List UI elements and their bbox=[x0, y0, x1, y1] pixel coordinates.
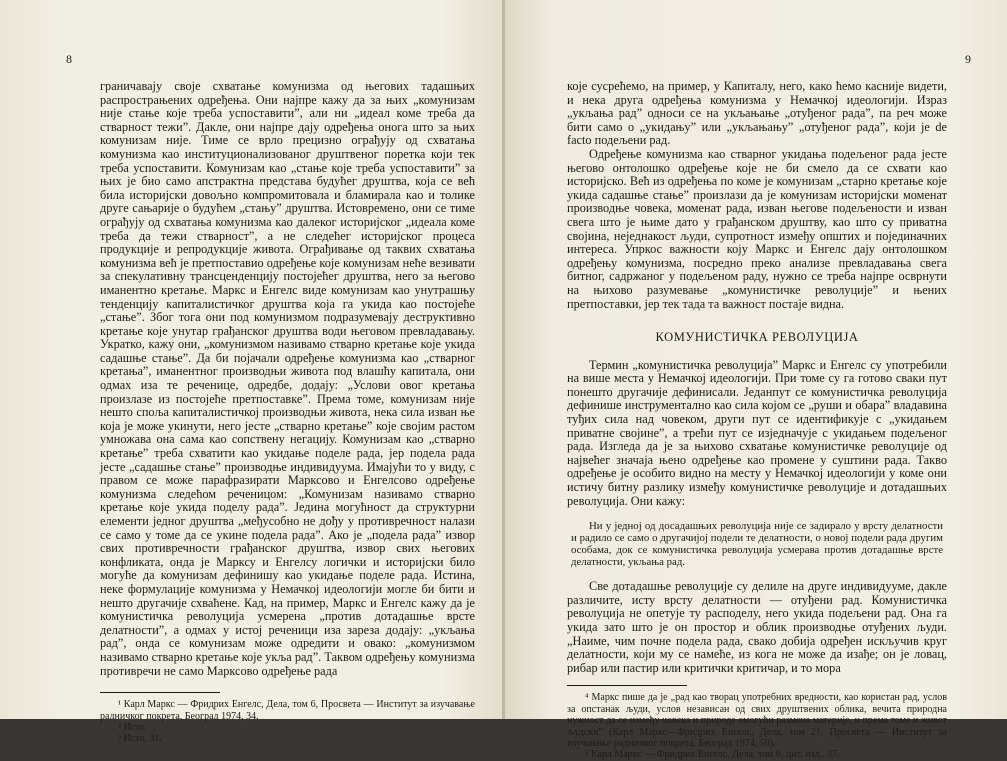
footnote-rule bbox=[567, 685, 687, 686]
paragraph: Све дотадашње револуције су делиле на друге индивидууме, дакле различите, исту врсту делатности — отуђени рад. Комунистичка револуција не опетује ту расподелу, него укида подељени рад. Она га укида зато што је он простор и облик производње отуђених људи. „Наиме, чим почне подела рада, свако добија одређен искључив круг делатности, који му се намеће, из кога не може да изађе; он је ловац, рибар или пастир или критички критичар, и то мора bbox=[567, 579, 947, 675]
block-quote bbox=[571, 520, 943, 568]
page-number: 8 bbox=[66, 52, 72, 66]
left-footnotes bbox=[100, 699, 475, 745]
footnote: ² Исто. bbox=[118, 721, 147, 733]
right-footnotes bbox=[567, 692, 947, 760]
paragraph: Одређење комунизма као стварног укидања подељеног рада јесте његово онтолошко одређење које не би смело да се схвати као историјско. Већ из одређења по коме је комунизам „старно кретање које укида садашње стање” произлази да је комунизам историјски моменат производње човека, моменат рада, изван његове подељености и изван свега што је њиме дато у грађанском друштву, као што су приватна својина, неједнакост људи, супротност између општих и појединачних интереса. Упркос важности коју Маркс и Енгелс дају онтолошком одређењу комунизма, посредно преко анализе превладавања свега битног, садржаног у подељеном раду, нужно се треба најпре осврнути на њихово разумевање „комунистичке револуције” и њених претпоставки, јер тек тада та важност постаје видна. bbox=[567, 146, 947, 311]
left-body-text bbox=[100, 80, 475, 678]
section-heading: КОМУНИСТИЧКА РЕВОЛУЦИЈА bbox=[655, 330, 859, 345]
right-body-text bbox=[567, 80, 947, 675]
page-number: 9 bbox=[965, 52, 971, 66]
footnote: ¹ Карл Маркс — Фридрих Енгелс, Дела, том 6, Просвета — Институт за изучавање радничког покрета, Београд 1974, 34. bbox=[100, 699, 475, 722]
right-page bbox=[503, 0, 1007, 761]
paragraph: граничавају своје схватање комунизма од његових тадашњих распрострањених одређења. Они најпре кажу да за њих „комунизам није стање које треба успоставити”, али ни „идеал коме треба да стварност тежи”. Дакле, они најпре дају одређења онога што за њих комунизам није. Тиме се врло прецизно ограђују од схватања комунизма као институционализованог друштвеног поретка који тек треба успоставити. Комунизам као „стање које треба успоставити” за њих је био само апстрактна представа будућег друштва, која се већ била историјски довољно компромитовала и бламирала као и толике друге сањарије о будућем „стању” друштва. Истовремено, они се тиме ограђују од схватања комунизма као далеког историјског „идеала коме треба да тежи стварност”, а не следећег историјског процеса продукције и репродукције живота. Ограђивање од таквих схватања комунизма већ је претпоставио одређење које комунизам неће везивати за спекулативну трансценденцију постојећег друштва, него за његово иманентно кретање. Маркс и Енгелс виде комунизам као унутрашњу тенденцију капиталистичког друштва која га укида као постојеће „стање”. Због тога они под комунизмом подразумевају деструктивно кретање које унутар грађанског друштва води његовом превладавању. Укратко, кажу они, „комунизмом називамо стварно кретање које укида садашње стање”. Да би појачали одређење комунизма као „стварног кретања”, иманентног производњи живота под влашћу капитала, они одмах иза те реченице, одредбе, додају: „Услови овог кретања произлазе из постојеће претпоставке”. Према томе, комунизам није нешто споља капиталистичкој производњи живота, нека сила изван ње која је може укинути, него јесте „стварно кретање” које својим растом умножава она сама као сопствену негацију. Комунизам као „стварно кретање” треба схватити као укидање поделе рада, јер подела рада јесте „садашње стање” производње индивидуума. Имајући то у виду, с правом се може парафразирати Марксово и Енгелсово одређење комунизма следећом реченицом: „Комунизам називамо стварно кретање које укида поделу рада”. Једина могућност да структурни елементи једног друштва „међусобно не дођу у противречност налази се само у томе да се укине подела рада”. Ако је „подела рада” извор свих противречности грађанског друштва, извор свих његових конфликата, онда је Марксу и Енгелсу логички и историјски било могуће да комунизам дефинишу као укидање поделе рада. Истина, неке формулације комунизма у Немачкој идеологији могле би бити и нешто другачије схваћене. Кад, на пример, Маркс и Енгелс кажу да је комунистичка револуција усмерена „против дотадашње врсте делатности”, а одмах у истој реченици иза зареза додају: „укљања рад”, онда се комунизам може одредити и овако: „комунизмом називамо стварно кретање које укља рад”. Таквом одређењу комунизма противречи не само Марксово одређење рада bbox=[100, 79, 475, 678]
footnote: ³ Исто, 31. bbox=[118, 733, 162, 745]
footnote: ⁴ Маркс пише да је „рад као творац употребних вредности, као користан рад, услов за опстанак људи, услов независан од свих друштвених облика, вечита природна нужност да се између човека и природе омогући размена материје, и према томе и живот људски” (Карл Маркс—Фридрих Енгелс, Дела, том 21, Просвета — Институт за изучавање радничког покрета, Београд 1974, 50). bbox=[567, 692, 947, 749]
quote-text: Ни у једној од досадашњих револуција није се задирало у врсту делатности и радило се само о другачијој подели те делатности, о новој подели рада другим особама, док се комунистичка револуција усмерава против дотадашње врсте делатности, укљања рад. bbox=[571, 520, 943, 569]
footnote: ⁵ Карл Маркс — Фридрих Енгелс, Дела, том 6, цит. изд., 37. bbox=[585, 749, 840, 761]
book-gutter bbox=[502, 0, 505, 719]
footnote-rule bbox=[100, 692, 220, 693]
left-page bbox=[0, 0, 503, 745]
paragraph: Термин „комунистичка револуција” Маркс и Енгелс су употребили на више места у Немачкој идеологији. При томе су га готово сваки пут понешто другачије дефинисали. Једанпут се комунистичка револуција дефинише инструментално као сила којом се „руши и обара” владавина туђих сила над човеком, други пут се идентификује с „укидањем приватне својине”, а трећи пут се изједначује с укидањем подељеног рада. Изгледа да је за њихово схватање комунистичке револуције од највећег значаја њено одређење као промене у суштини рада. Такво одређење је особито видно на месту у Немачкој идеологији у коме они истичу битну разлику између комунистичке револуције и дотадашњих револуција. Они кажу: bbox=[567, 357, 947, 508]
paragraph: које сусрећемо, на пример, у Капиталу, него, како ћемо касније видети, и нека друга одређења комунизма у Немачкој идеологији. Израз „укљања рад” односи се на укљањање „отуђеног рада”, па реч може бити само о „укидању” или „укљањању” „отуђеног рада”, који је de facto подељени рад. bbox=[567, 79, 947, 148]
